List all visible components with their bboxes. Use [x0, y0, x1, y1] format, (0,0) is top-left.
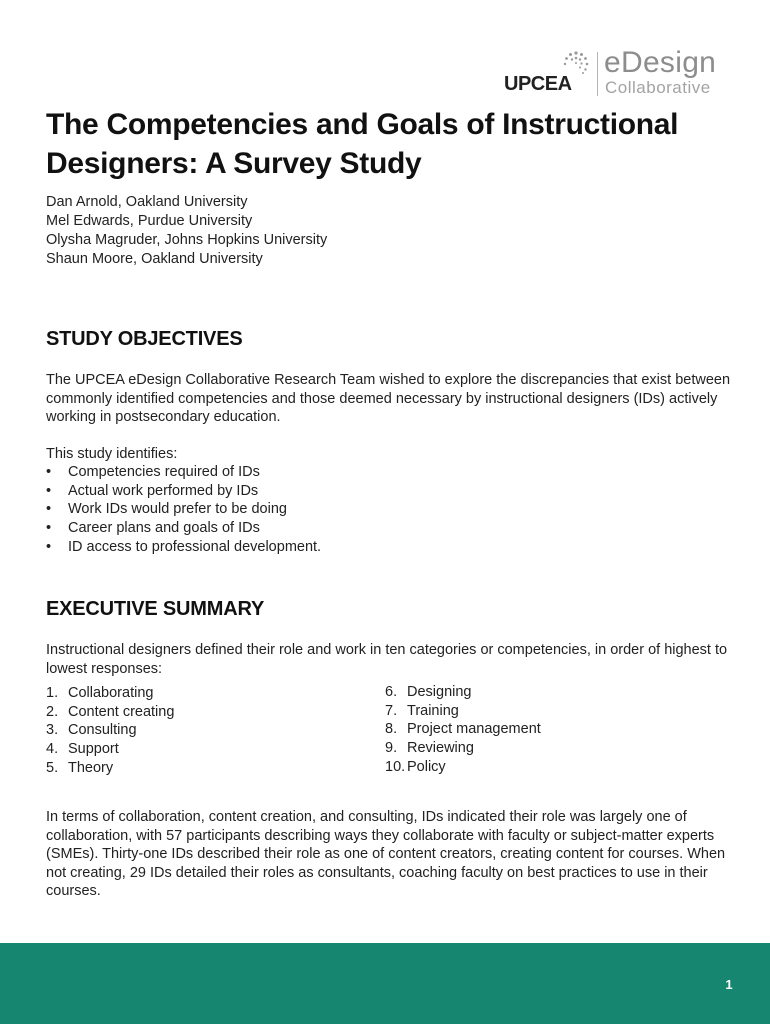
list-item: • Actual work performed by IDs — [46, 482, 321, 501]
executive-summary-heading: EXECUTIVE SUMMARY — [46, 598, 265, 620]
list-item: 4. Support — [46, 741, 119, 758]
list-item: • Work IDs would prefer to be doing — [46, 500, 321, 519]
list-item: 6. Designing — [385, 684, 472, 700]
dots-burst-icon — [562, 50, 590, 78]
list-item: 2. Content creating — [46, 703, 175, 720]
study-objectives-heading: STUDY OBJECTIVES — [46, 328, 243, 350]
author: Olysha Magruder, Johns Hopkins University — [46, 232, 328, 248]
list-item: 10. Policy — [385, 758, 446, 775]
list-item: 3. Consulting — [46, 722, 137, 739]
objectives-list-intro: This study identifies: — [46, 446, 178, 462]
list-item: 9. Reviewing — [385, 740, 474, 757]
list-item: • ID access to professional development. — [46, 538, 321, 557]
footer-band — [0, 943, 770, 1024]
summary-closing: In terms of collaboration, content creation, and consulting, IDs indicated their role was largely one of collaboration, with 57 participants describing ways they collaborate with faculty or subject-matter experts (SMEs). Thirty-one IDs described their role as one of content creators, creating content for courses. When not creating, 29 IDs detailed their roles as consultants, coaching faculty on best practices to use in their courses. — [46, 809, 726, 899]
logo-divider — [597, 52, 598, 96]
author: Dan Arnold, Oakland University — [46, 194, 248, 210]
document-title: The Competencies and Goals of Instructional Designers: A Survey Study — [46, 108, 679, 180]
objectives-list — [46, 463, 321, 557]
author-list — [46, 193, 327, 269]
page-number: 1 — [725, 977, 733, 992]
summary-intro: Instructional designers defined their role and work in ten categories or competencies, in order of highest to lowest responses: — [46, 642, 728, 677]
competency-list-right — [385, 683, 541, 777]
upcea-edesign-logo — [504, 46, 730, 102]
competency-list-left — [46, 684, 174, 778]
author: Shaun Moore, Oakland University — [46, 251, 263, 267]
objectives-intro: The UPCEA eDesign Collaborative Research Team wished to explore the discrepancies that exist between commonly identified competencies and those deemed necessary by instructional designers (IDs) actively working in postsecondary education. — [46, 372, 731, 425]
upcea-wordmark: UPCEA — [504, 73, 572, 95]
list-item: 7. Training — [385, 702, 459, 719]
list-item: 1. Collaborating — [46, 685, 154, 701]
list-item: 8. Project management — [385, 721, 541, 738]
edesign-wordmark: eDesign — [604, 46, 717, 79]
list-item: 5. Theory — [46, 759, 114, 776]
list-item: • Career plans and goals of IDs — [46, 519, 321, 538]
list-item: • Competencies required of IDs — [46, 463, 321, 482]
author: Mel Edwards, Purdue University — [46, 213, 253, 229]
collaborative-wordmark: Collaborative — [605, 78, 711, 97]
